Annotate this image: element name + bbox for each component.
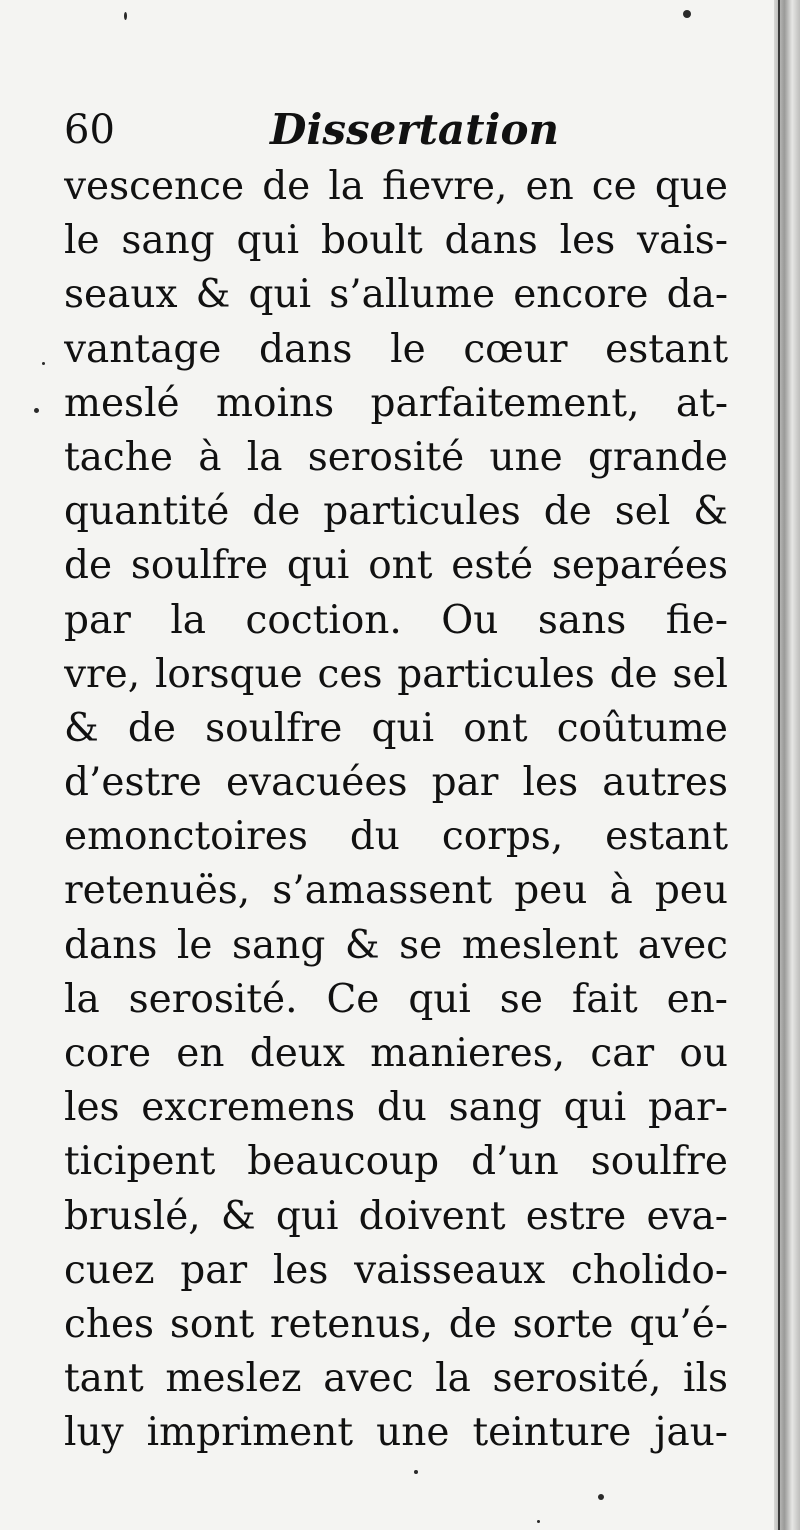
ink-speck: [598, 1494, 604, 1500]
text-line: dans le sang & se meslent avec: [64, 922, 728, 968]
ink-speck: [537, 1520, 540, 1523]
text-line: vre, lorsque ces particules de sel: [64, 651, 728, 697]
ink-speck: [42, 362, 45, 365]
text-line: meslé moins parfaitement, at-: [64, 380, 728, 426]
text-line: les excremens du sang qui par-: [64, 1085, 728, 1131]
text-line: vescence de la fievre, en ce que: [64, 164, 728, 209]
page-number: 60: [64, 107, 115, 153]
text-line: ticipent beaucoup d’un soulfre: [64, 1139, 728, 1185]
ink-speck: [414, 1470, 418, 1474]
ink-speck: [683, 10, 691, 18]
text-line: seaux & qui s’allume encore da-: [64, 272, 728, 318]
text-line: vantage dans le cœur estant: [64, 326, 728, 372]
text-line: la serosité. Ce qui se fait en-: [64, 976, 728, 1022]
text-line: bruslé, & qui doivent estre eva-: [64, 1193, 728, 1239]
text-line: cuez par les vaisseaux cholido-: [64, 1247, 728, 1293]
ink-speck: [124, 12, 127, 20]
text-line: core en deux manieres, car ou: [64, 1031, 728, 1076]
text-line: emonctoires du corps, estant: [64, 814, 728, 860]
body-text: [64, 160, 728, 1461]
text-line: tant meslez avec la serosité, ils: [64, 1356, 728, 1402]
ink-speck: [34, 408, 39, 413]
page-edge-line: [778, 0, 780, 1530]
text-line: quantité de particules de sel &: [64, 489, 728, 535]
text-line: tache à la serosité une grande: [64, 434, 728, 480]
running-head: [64, 100, 764, 160]
running-title: Dissertation: [270, 105, 560, 154]
text-line: par la coction. Ou sans fie-: [64, 597, 728, 643]
text-line: luy impriment une teinture jau-: [64, 1410, 728, 1456]
text-line: le sang qui boult dans les vais-: [64, 218, 728, 264]
text-line: de soulfre qui ont esté separées: [64, 543, 728, 589]
text-line: d’estre evacuées par les autres: [64, 760, 728, 806]
text-line: ches sont retenus, de sorte qu’é-: [64, 1301, 728, 1347]
text-line: retenuës, s’amassent peu à peu: [64, 868, 728, 914]
text-line: & de soulfre qui ont coûtume: [64, 705, 728, 751]
